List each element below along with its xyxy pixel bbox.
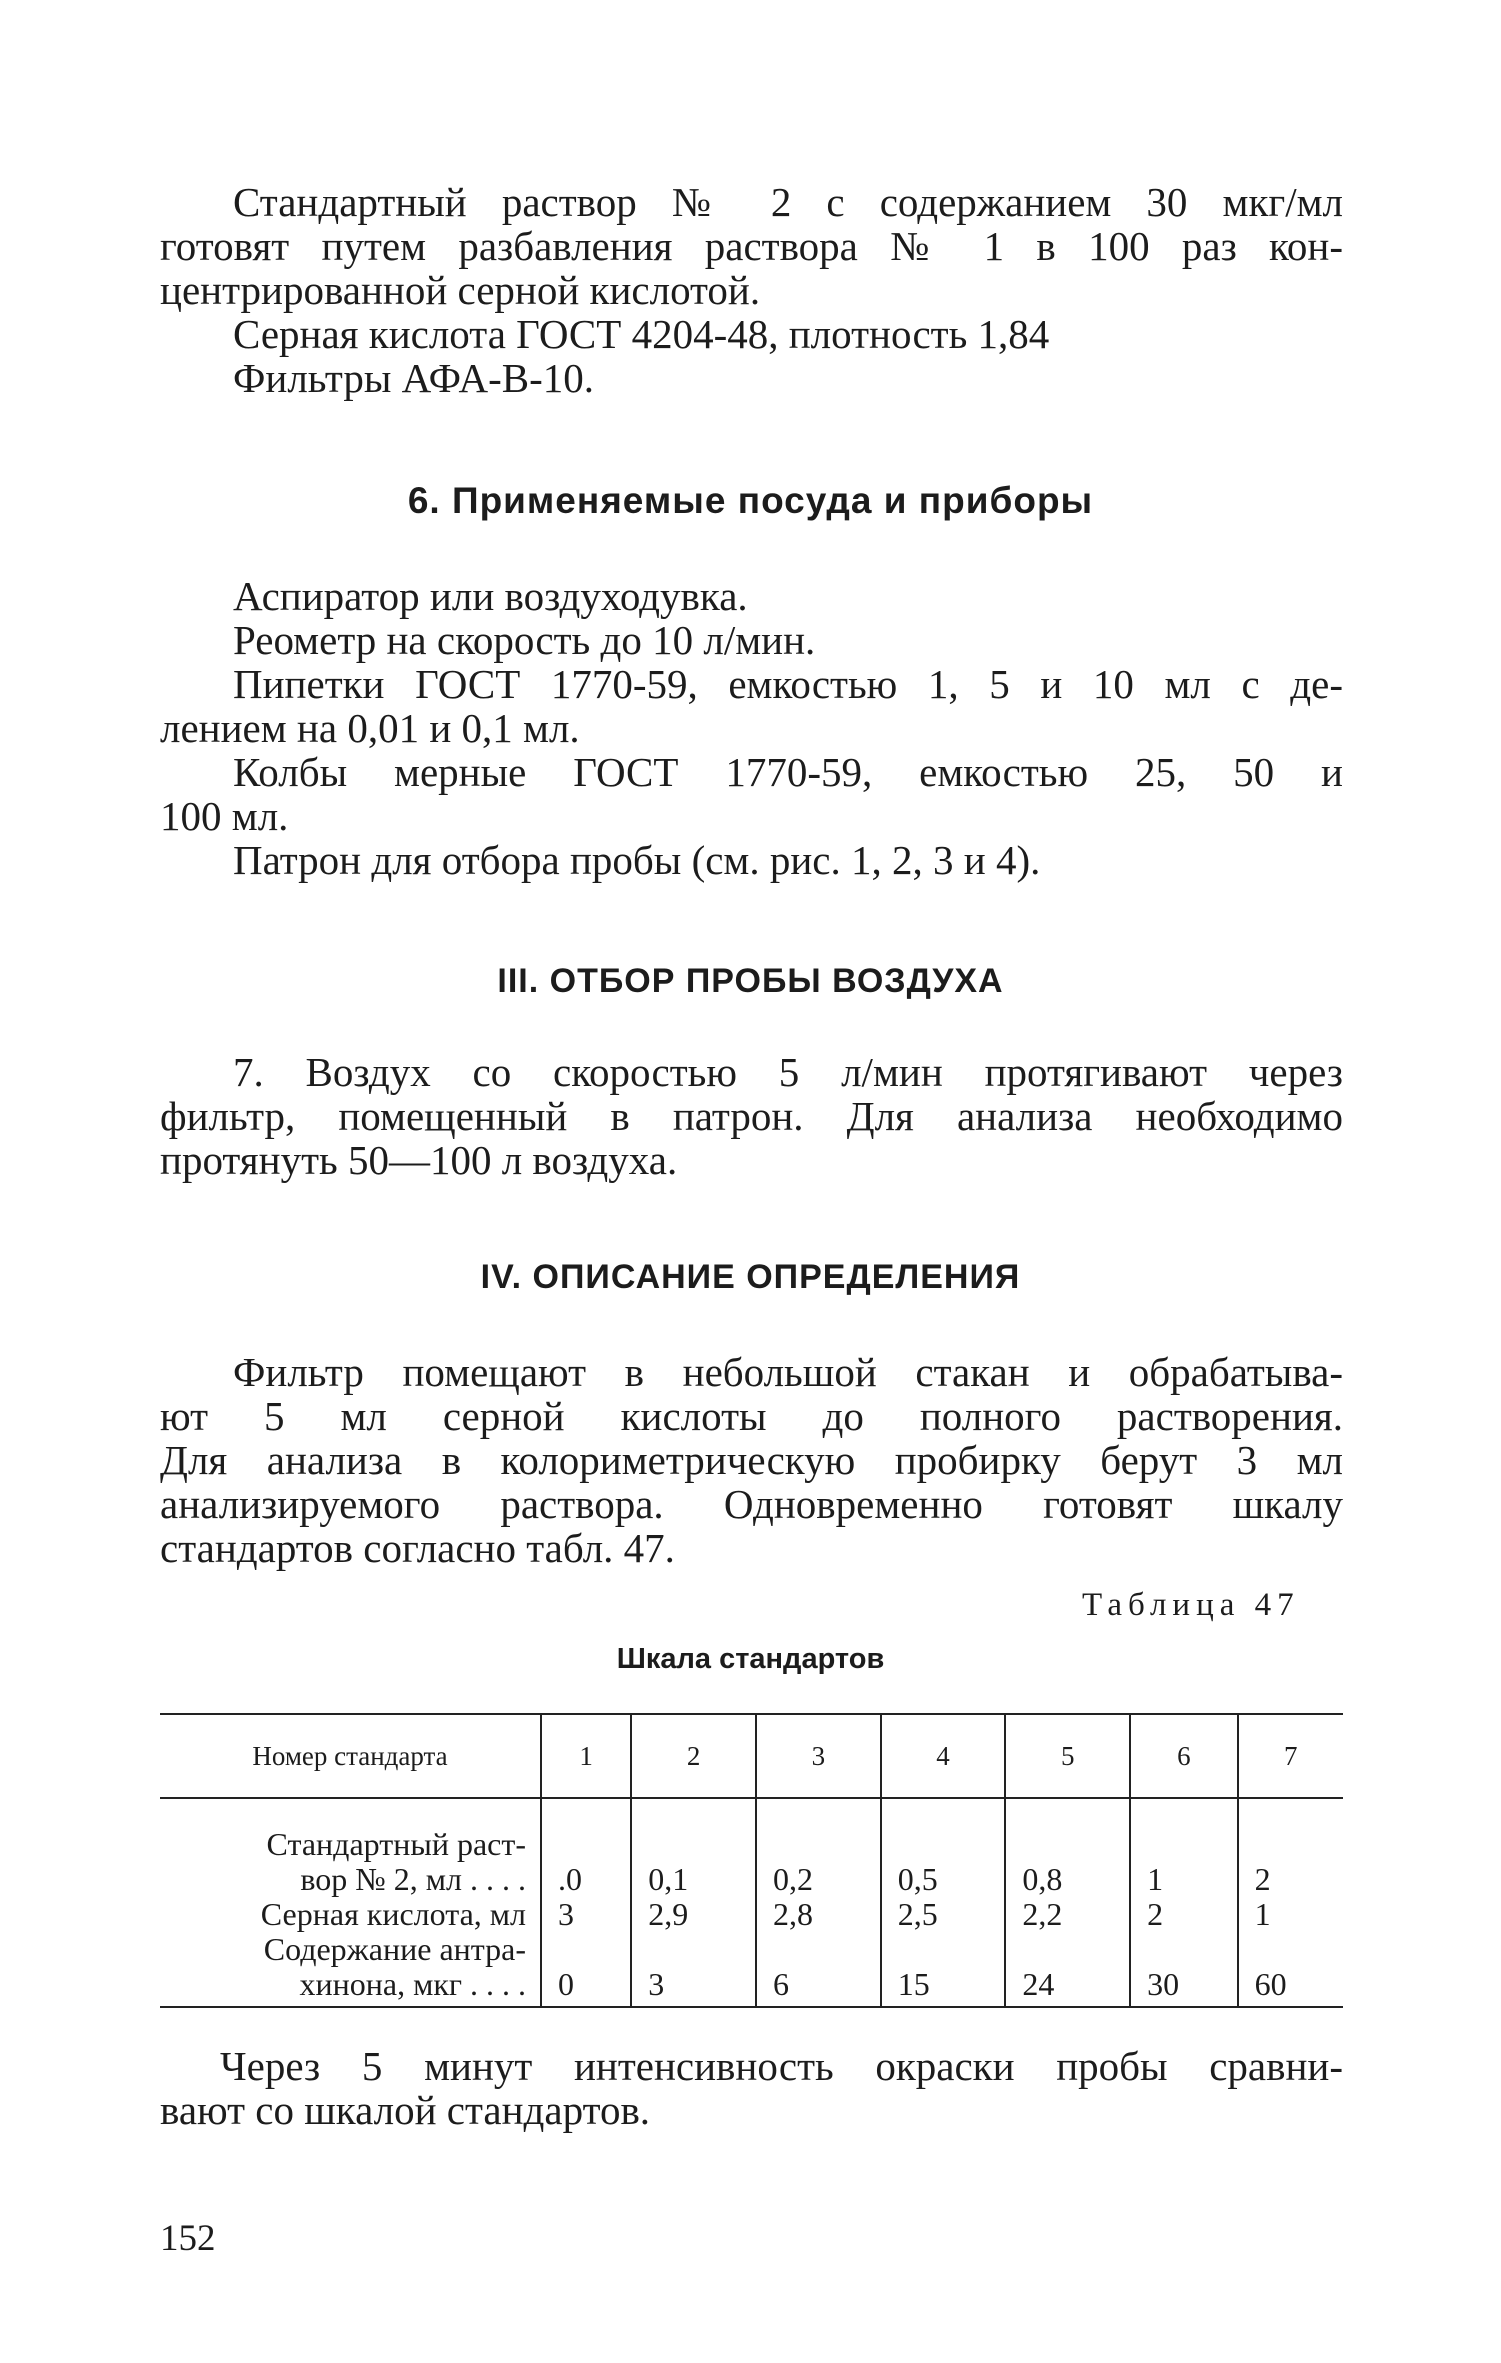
list-line: 100 мл. bbox=[160, 793, 289, 839]
table-cell: 2,2 bbox=[1005, 1897, 1130, 1932]
column-header-number: 3 bbox=[756, 1714, 881, 1798]
table-cell: 2,5 bbox=[881, 1897, 1006, 1932]
table-cell: 15 bbox=[881, 1932, 1006, 2007]
table-cell: 0,1 bbox=[631, 1798, 756, 1897]
paragraph-line: Через 5 минут интенсивность окраски пробы сравни- bbox=[220, 2043, 1343, 2089]
column-header-number: 4 bbox=[881, 1714, 1006, 1798]
table-title: Шкала стандартов bbox=[616, 1643, 885, 1675]
list-line: Аспиратор или воздуходувка. bbox=[233, 573, 748, 619]
table-cell: .0 bbox=[541, 1798, 631, 1897]
paragraph-line: вают со шкалой стандартов. bbox=[160, 2087, 651, 2133]
table-cell: 3 bbox=[541, 1897, 631, 1932]
table-header-row bbox=[160, 1714, 1343, 1798]
table-cell: 6 bbox=[756, 1932, 881, 2007]
paragraph-line: анализируемого раствора. Одновременно готовят шкалу bbox=[160, 1481, 1343, 1527]
column-header-label: Номер стандарта bbox=[160, 1714, 541, 1798]
row-label-line: Содержание антра- bbox=[263, 1931, 526, 1967]
column-header-number: 7 bbox=[1238, 1714, 1343, 1798]
list-line: Реометр на скорость до 10 л/мин. bbox=[233, 617, 816, 663]
table-cell: 0 bbox=[541, 1932, 631, 2007]
paragraph-line: Фильтры АФА-В-10. bbox=[233, 355, 594, 401]
table-cell: 0,5 bbox=[881, 1798, 1006, 1897]
paragraph-line: стандартов согласно табл. 47. bbox=[160, 1525, 675, 1571]
table-row bbox=[160, 1932, 1343, 2007]
paragraph-line: Фильтр помещают в небольшой стакан и обрабатыва- bbox=[233, 1349, 1343, 1395]
table-cell: 2,8 bbox=[756, 1897, 881, 1932]
list-line: лением на 0,01 и 0,1 мл. bbox=[160, 705, 580, 751]
table-cell: 2 bbox=[1238, 1798, 1343, 1897]
list-line: Колбы мерные ГОСТ 1770-59, емкостью 25, 50 и bbox=[233, 749, 1343, 795]
row-label-line: хинона, мкг . . . . bbox=[299, 1966, 526, 2002]
row-label bbox=[160, 1798, 541, 1897]
section-heading: 6. Применяемые посуда и приборы bbox=[407, 480, 1094, 521]
page-number: 152 bbox=[160, 2218, 216, 2259]
column-header-number: 1 bbox=[541, 1714, 631, 1798]
section-heading: III. ОТБОР ПРОБЫ ВОЗДУХА bbox=[497, 962, 1004, 1000]
paragraph-line: протянуть 50—100 л воздуха. bbox=[160, 1137, 678, 1183]
column-header-number: 6 bbox=[1130, 1714, 1238, 1798]
table-cell: 60 bbox=[1238, 1932, 1343, 2007]
paragraph-line: Серная кислота ГОСТ 4204-48, плотность 1,84 bbox=[233, 311, 1050, 357]
list-line: Патрон для отбора пробы (см. рис. 1, 2, 3 и 4). bbox=[233, 837, 1041, 883]
row-label bbox=[160, 1932, 541, 2007]
table-cell: 2,9 bbox=[631, 1897, 756, 1932]
row-label-line: Серная кислота, мл bbox=[260, 1896, 526, 1932]
row-label-line: Стандартный раст- bbox=[266, 1826, 526, 1862]
section-heading: IV. ОПИСАНИЕ ОПРЕДЕЛЕНИЯ bbox=[480, 1258, 1021, 1296]
table-cell: 2 bbox=[1130, 1897, 1238, 1932]
paragraph-line: 7. Воздух со скоростью 5 л/мин протягивают через bbox=[233, 1049, 1343, 1095]
table-cell: 0,8 bbox=[1005, 1798, 1130, 1897]
table-caption: Таблица 47 bbox=[1082, 1587, 1300, 1623]
column-header-number: 5 bbox=[1005, 1714, 1130, 1798]
paragraph-line: Для анализа в колориметрическую пробирку берут 3 мл bbox=[160, 1437, 1343, 1483]
row-label bbox=[160, 1897, 541, 1932]
paragraph-line: Стандартный раствор № 2 с содержанием 30 мкг/мл bbox=[233, 179, 1343, 225]
paragraph-line: центрированной серной кислотой. bbox=[160, 267, 761, 313]
table-cell: 30 bbox=[1130, 1932, 1238, 2007]
paragraph-line: готовят путем разбавления раствора № 1 в 100 раз кон- bbox=[160, 223, 1343, 269]
list-line: Пипетки ГОСТ 1770-59, емкостью 1, 5 и 10 мл с де- bbox=[233, 661, 1343, 707]
standards-table bbox=[160, 1713, 1343, 2008]
table-cell: 1 bbox=[1238, 1897, 1343, 1932]
row-label-line: вор № 2, мл . . . . bbox=[300, 1861, 526, 1897]
table-row bbox=[160, 1798, 1343, 1897]
table-cell: 0,2 bbox=[756, 1798, 881, 1897]
table-cell: 1 bbox=[1130, 1798, 1238, 1897]
table-cell: 3 bbox=[631, 1932, 756, 2007]
table-cell: 24 bbox=[1005, 1932, 1130, 2007]
paragraph-line: фильтр, помещенный в патрон. Для анализа необходимо bbox=[160, 1093, 1343, 1139]
paragraph-line: ют 5 мл серной кислоты до полного растворения. bbox=[160, 1393, 1343, 1439]
table-row bbox=[160, 1897, 1343, 1932]
column-header-number: 2 bbox=[631, 1714, 756, 1798]
